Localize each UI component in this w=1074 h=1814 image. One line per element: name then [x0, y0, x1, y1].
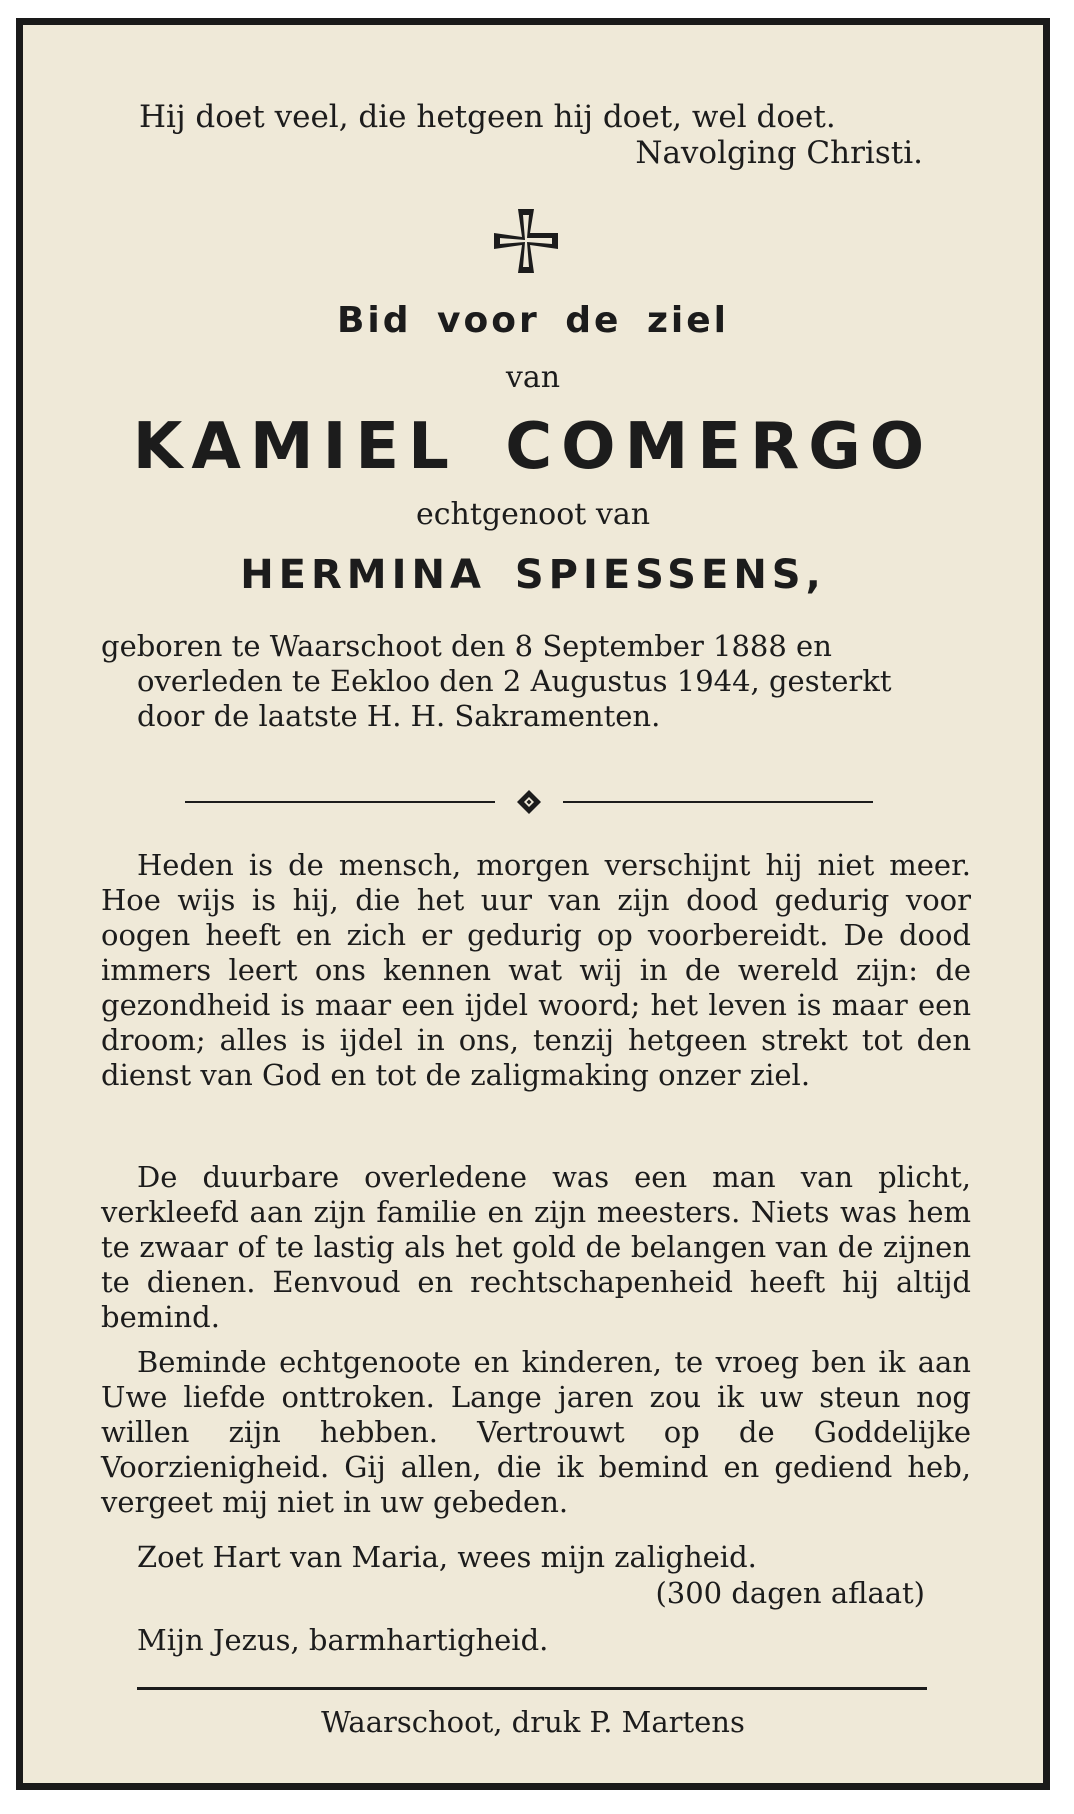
bio-line: overleden te Eekloo den 2 Augustus 1944, gesterkt	[137, 664, 892, 698]
of-label: van	[505, 360, 561, 395]
divider-line	[563, 801, 873, 803]
farewell-paragraph	[101, 1345, 971, 1520]
meditation-paragraph	[101, 848, 971, 1093]
paragraph-text: Beminde echtgenoote en kinderen, te vroeg ben ik aan Uwe liefde onttroken. Lange jaren zou ik uw steun nog willen zijn hebben. Vertrouwt op de Goddelijke Voorzienigheid. Gij allen, die ik bemind en gediend heb, vergeet mij niet in uw gebeden.	[101, 1345, 971, 1519]
bottom-rule	[137, 1687, 927, 1690]
memorial-card	[16, 18, 1050, 1790]
pray-heading: Bid voor de ziel	[336, 300, 730, 341]
spouse-label: echtgenoot van	[415, 497, 651, 532]
deceased-name: KAMIEL COMERGO	[132, 410, 934, 484]
motto-source: Navolging Christi.	[635, 135, 923, 171]
bio-line: geboren te Waarschoot den 8 September 1888 en	[101, 629, 832, 663]
biography	[101, 629, 971, 734]
paragraph-text: Heden is de mensch, morgen verschijnt hij niet meer. Hoe wijs is hij, die het uur van zijn dood gedurig voor oogen heeft en zich er gedurig op voorbereidt. De dood immers leert ons kennen wat wij in de wereld zijn: de gezondheid is maar een ijdel woord; het leven is maar een droom; alles is ijdel in ons, tenzij hetgeen strekt tot den dienst van God en tot de zaligmaking onzer ziel.	[101, 848, 971, 1092]
diamond-ornament-icon	[517, 790, 541, 814]
ornamental-divider	[185, 790, 873, 814]
paragraph-text: De duurbare overledene was een man van plicht, verkleefd aan zijn familie en zijn meesters. Niets was hem te zwaar of te lastig als het gold de belangen van de zijnen te dienen. Eenvoud en rechtschapenheid heeft hij altijd bemind.	[101, 1160, 971, 1334]
bio-line: door de laatste H. H. Sakramenten.	[137, 699, 661, 733]
indulgence-note: (300 dagen aflaat)	[655, 1576, 925, 1610]
prayer-jezus: Mijn Jezus, barmhartigheid.	[137, 1623, 549, 1657]
printer-credit: Waarschoot, druk P. Martens	[321, 1705, 745, 1739]
divider-line	[185, 801, 495, 803]
spouse-name: HERMINA SPIESSENS,	[240, 552, 826, 598]
prayer-maria: Zoet Hart van Maria, wees mijn zaligheid.	[137, 1540, 757, 1574]
cross-icon	[490, 205, 562, 277]
character-paragraph	[101, 1160, 971, 1335]
motto-quote: Hij doet veel, die hetgeen hij doet, wel doet.	[139, 99, 836, 135]
